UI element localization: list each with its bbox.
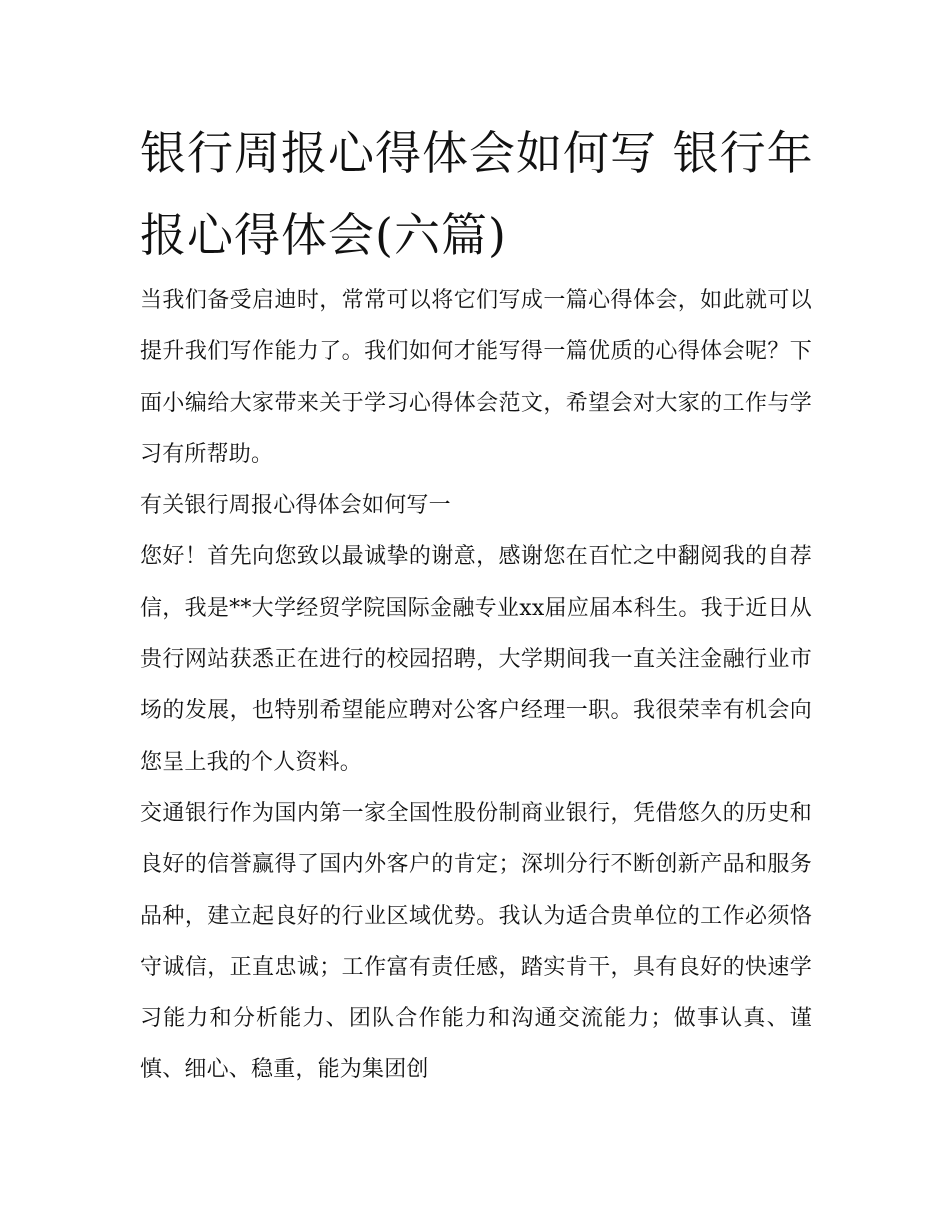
section-heading: 有关银行周报心得体会如何写一 <box>140 493 451 519</box>
body-paragraph: 您好！首先向您致以最诚挚的谢意，感谢您在百忙之中翻阅我的自荐信，我是**大学经贸学院国际金融专业xx届应届本科生。我于近日从贵行网站获悉正在进行的校园招聘，大学期间我一直关注金融行业市场的发展，也特别希望能应聘对公客户经理一职。我很荣幸有机会向您呈上我的个人资料。 <box>140 544 812 775</box>
document-title: 银行周报心得体会如何写 银行年报心得体会(六篇) <box>140 126 814 262</box>
intro-paragraph: 当我们备受启迪时，常常可以将它们写成一篇心得体会，如此就可以提升我们写作能力了。我们如何才能写得一篇优质的心得体会呢？下面小编给大家带来关于学习心得体会范文，希望会对大家的工作与学习有所帮助。 <box>140 288 812 467</box>
document-body <box>140 275 812 1096</box>
body-paragraph: 交通银行作为国内第一家全国性股份制商业银行，凭借悠久的历史和良好的信誉赢得了国内外客户的肯定；深圳分行不断创新产品和服务品种，建立起良好的行业区域优势。我认为适合贵单位的工作必须恪守诚信，正直忠诚；工作富有责任感，踏实肯干，具有良好的快速学习能力和分析能力、团队合作能力和沟通交流能力；做事认真、谨慎、细心、稳重，能为集团创 <box>140 800 812 1083</box>
